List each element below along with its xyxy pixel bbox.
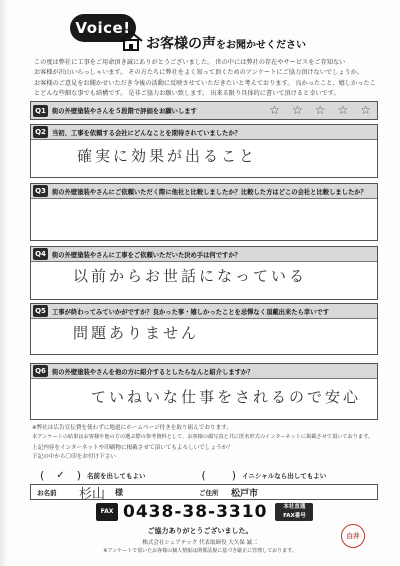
handwritten-answer[interactable]: 確実に効果が出ること [77,147,258,165]
page-title [146,33,306,53]
question-number: Q3 [33,185,48,197]
star-icon[interactable]: ☆ [314,103,326,117]
question-header [31,304,377,319]
address-label: ご住所 [199,489,219,497]
star-icon[interactable]: ☆ [291,103,303,117]
intro-line: お客様のご意見をお聞かせいただき今後の活動に反映させていただきたいと考えております。 良かったこと、嬉しかったこ [34,79,376,87]
intro-line: この度は弊社に工事をご用命頂き誠にありがとうございました。 世の中には弊社の存在やサービスをご存知ない [34,59,346,66]
note-line: ※弊社は広告宣伝費を使わずに地道にホームページ付きを取り組んでおります。 [32,425,232,431]
rating-stars[interactable] [269,103,371,117]
name-suffix: 様 [115,488,123,497]
question-header [31,364,377,379]
company-name: 株式会社シェアテック 代表取締役 大久保 誠二 [142,540,258,546]
question-header [31,247,377,262]
fax-direct-tag: 本社直通 FAX番号 [275,503,313,521]
fax-number: 0438-38-3310 [123,502,268,522]
question-text: 街の外壁塗装やさんを他の方に紹介するとしたらなんと紹介しますか？ [52,368,254,376]
voice-badge: Voice! [70,14,136,42]
note-line: 下記の中から〇印をお付け下さい [32,454,116,460]
note-line: 上記内容をインターネットや印刷物に掲載させて頂いてもよろしいでしょうか？ [32,445,233,451]
title-main: お客様の声 [146,36,216,52]
title-suffix: をお聞かせください [216,40,306,51]
question-header [31,184,377,199]
question-text: 街の外壁塗装やさんに工事をご依頼いただいた決め手は何ですか？ [52,251,241,259]
thanks-text: ご協力ありがとうございました。 [147,527,253,535]
question-number: Q6 [33,365,48,377]
name-value[interactable]: 杉山 [79,487,106,502]
question-5 [30,303,378,355]
address-value[interactable]: 松戸市 [231,489,259,499]
star-icon[interactable]: ☆ [269,103,280,117]
consent-options: ( ✓ ) 名前を出してもよい ( ) イニシャルなら出してもよい [40,468,327,482]
note-line: 本アンケートの結果はお客様や他の方の選ぶ際の参考資料として、お客様の顔写真と共に匿名形式のインターネットに掲載させて頂いております。 [32,434,374,440]
question-1 [30,101,378,120]
question-header [31,125,377,140]
question-number: Q1 [33,105,48,117]
customer-info-row [30,484,378,500]
house-icon [118,30,144,52]
fax-block [96,502,313,522]
question-text: 街の外壁塗装やさんにご依頼いただく際に他社と比較しましたか？比較した方はどこの会社と比較しましたか？ [52,188,367,196]
handwritten-answer[interactable]: ていねいな仕事をされるので安心 [91,388,362,406]
seal-stamp: 白井 [341,524,365,548]
star-icon[interactable]: ☆ [337,103,349,117]
question-3 [30,183,378,241]
fax-icon: FAX [96,503,118,521]
handwritten-answer[interactable]: 以前からお世話になっている [73,267,308,285]
intro-text [34,58,374,99]
star-icon[interactable]: ☆ [360,103,371,117]
question-text: 工事が終わってみていかがですか？良かった事・嬉しかったことを忌憚なく頂戴出来たら幸いです [52,308,329,316]
intro-line: お客様が沢山いらっしゃいます。 その方たちに弊社をよく知って頂くためのアンケートにご協力頂けないでしょうか。 [34,69,364,77]
intro-line: とどんな些細な事でも結構です。 是非ご協力お願い致します。 出来る限り具体的に書いて頂けると幸いです。 [34,89,340,97]
consent-option-initials[interactable]: イニシャルなら出してもよい [242,471,327,480]
question-2 [30,124,378,178]
consent-check-mark[interactable]: ✓ [56,469,65,481]
question-text: 街の外壁塗装やさんを５段階で評価をお願いします [52,108,197,115]
consent-option-name[interactable]: 名前を出してもよい [86,471,146,480]
scan-edge [0,0,8,566]
privacy-disclaimer: ※アンケートで頂いたお客様の個人情報は関係法規に基づき厳正に管理しております。 [103,548,297,554]
question-number: Q4 [33,248,48,260]
name-label: お名前 [37,489,57,497]
question-6 [30,363,378,420]
question-4 [30,246,378,300]
question-text: 当初、工事を依頼する会社にどんなことを期待されていましたか？ [52,129,241,137]
question-number: Q2 [33,126,48,138]
handwritten-answer[interactable]: 問題ありません [73,324,200,342]
question-number: Q5 [33,305,48,317]
